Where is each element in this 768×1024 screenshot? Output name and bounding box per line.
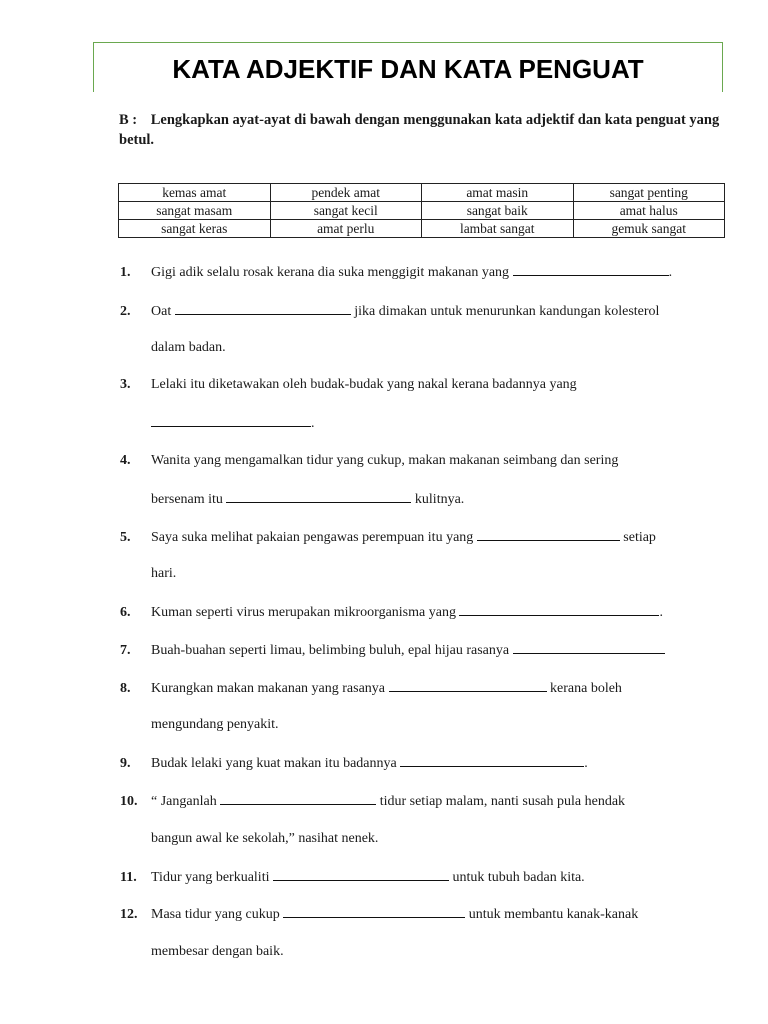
question-2-continued: dalam badan. <box>151 340 226 355</box>
table-cell: sangat masam <box>119 202 271 220</box>
question-text: untuk membantu kanak-kanak <box>468 907 639 922</box>
instruction <box>119 110 729 150</box>
table-cell: sangat keras <box>119 220 271 238</box>
question-text: kerana boleh <box>550 681 622 696</box>
question-text: tidur setiap malam, nanti susah pula hendak <box>379 794 626 809</box>
table-row <box>119 220 725 238</box>
table-cell: sangat baik <box>422 202 574 220</box>
instruction-text: Lengkapkan ayat-ayat di bawah dengan menggunakan kata adjektif dan kata penguat yang betul. <box>119 112 720 148</box>
question-text: kulitnya. <box>414 492 465 507</box>
question-number: 3. <box>120 377 131 392</box>
table-cell: lambat sangat <box>422 220 574 238</box>
answer-blank[interactable] <box>151 414 311 427</box>
answer-blank[interactable] <box>220 792 376 805</box>
question-3-continued <box>151 414 315 433</box>
question-text: bersenam itu <box>151 492 223 507</box>
table-row <box>119 184 725 202</box>
question-12-continued: membesar dengan baik. <box>151 944 284 959</box>
question-text: . <box>659 605 663 620</box>
question-10 <box>120 792 730 811</box>
question-11 <box>120 868 730 887</box>
table-cell: pendek amat <box>270 184 422 202</box>
question-number: 9. <box>120 756 131 771</box>
question-number: 6. <box>120 605 131 620</box>
answer-blank[interactable] <box>389 679 547 692</box>
question-number: 2. <box>120 304 131 319</box>
question-number: 7. <box>120 643 131 658</box>
answer-blank[interactable] <box>226 490 411 503</box>
question-text: . <box>584 756 588 771</box>
question-5-continued: hari. <box>151 566 177 581</box>
question-text: Gigi adik selalu rosak kerana dia suka menggigit makanan yang <box>151 265 510 280</box>
question-4 <box>120 452 730 470</box>
question-5 <box>120 528 730 547</box>
table-cell: sangat kecil <box>270 202 422 220</box>
question-text: . <box>668 265 673 280</box>
table-cell: gemuk sangat <box>573 220 725 238</box>
question-text: Wanita yang mengamalkan tidur yang cukup, makan makanan seimbang dan sering <box>151 453 619 468</box>
table-cell: sangat penting <box>573 184 725 202</box>
table-cell: kemas amat <box>119 184 271 202</box>
table-row <box>119 202 725 220</box>
question-8 <box>120 679 730 698</box>
question-12 <box>120 905 730 924</box>
question-number: 8. <box>120 681 131 696</box>
answer-blank[interactable] <box>459 603 659 616</box>
question-text: Masa tidur yang cukup <box>151 907 280 922</box>
question-text: Kuman seperti virus merupakan mikroorganisma yang <box>151 605 456 620</box>
answer-blank[interactable] <box>513 641 665 654</box>
question-4-continued <box>151 490 464 509</box>
question-number: 4. <box>120 453 131 468</box>
question-text: jika dimakan untuk menurunkan kandungan kolesterol <box>354 304 660 319</box>
answer-blank[interactable] <box>273 868 449 881</box>
question-7 <box>120 641 730 660</box>
question-9 <box>120 754 730 773</box>
table-cell: amat perlu <box>270 220 422 238</box>
answer-blank[interactable] <box>400 754 584 767</box>
answer-blank[interactable] <box>175 302 351 315</box>
title-box <box>93 42 723 92</box>
question-text: Lelaki itu diketawakan oleh budak-budak yang nakal kerana badannya yang <box>151 377 577 392</box>
question-number: 12. <box>120 907 138 922</box>
question-number: 1. <box>120 265 131 280</box>
question-2 <box>120 302 730 321</box>
question-number: 11. <box>120 870 137 885</box>
page-title: KATA ADJEKTIF DAN KATA PENGUAT <box>172 54 644 84</box>
question-text: “ Janganlah <box>151 794 217 809</box>
question-text: Buah-buahan seperti limau, belimbing buluh, epal hijau rasanya <box>151 643 510 658</box>
question-number: 5. <box>120 530 131 545</box>
question-10-continued: bangun awal ke sekolah,” nasihat nenek. <box>151 831 379 846</box>
question-text: Tidur yang berkualiti <box>151 870 270 885</box>
question-text: untuk tubuh badan kita. <box>452 870 585 885</box>
question-text: Oat <box>151 304 172 319</box>
question-1 <box>120 263 730 282</box>
question-number: 10. <box>120 794 138 809</box>
question-text: Saya suka melihat pakaian pengawas perempuan itu yang <box>151 530 474 545</box>
question-text: . <box>311 416 315 431</box>
question-3 <box>120 376 730 394</box>
question-text: setiap <box>623 530 656 545</box>
table-cell: amat masin <box>422 184 574 202</box>
answer-blank[interactable] <box>283 905 465 918</box>
answer-blank[interactable] <box>477 528 620 541</box>
question-text: Kurangkan makan makanan yang rasanya <box>151 681 386 696</box>
question-6 <box>120 603 730 622</box>
question-8-continued: mengundang penyakit. <box>151 717 279 732</box>
table-cell: amat halus <box>573 202 725 220</box>
question-text: Budak lelaki yang kuat makan itu badannya <box>151 756 397 771</box>
word-table <box>118 183 725 238</box>
instruction-label: B : <box>119 112 138 128</box>
answer-blank[interactable] <box>513 263 669 276</box>
